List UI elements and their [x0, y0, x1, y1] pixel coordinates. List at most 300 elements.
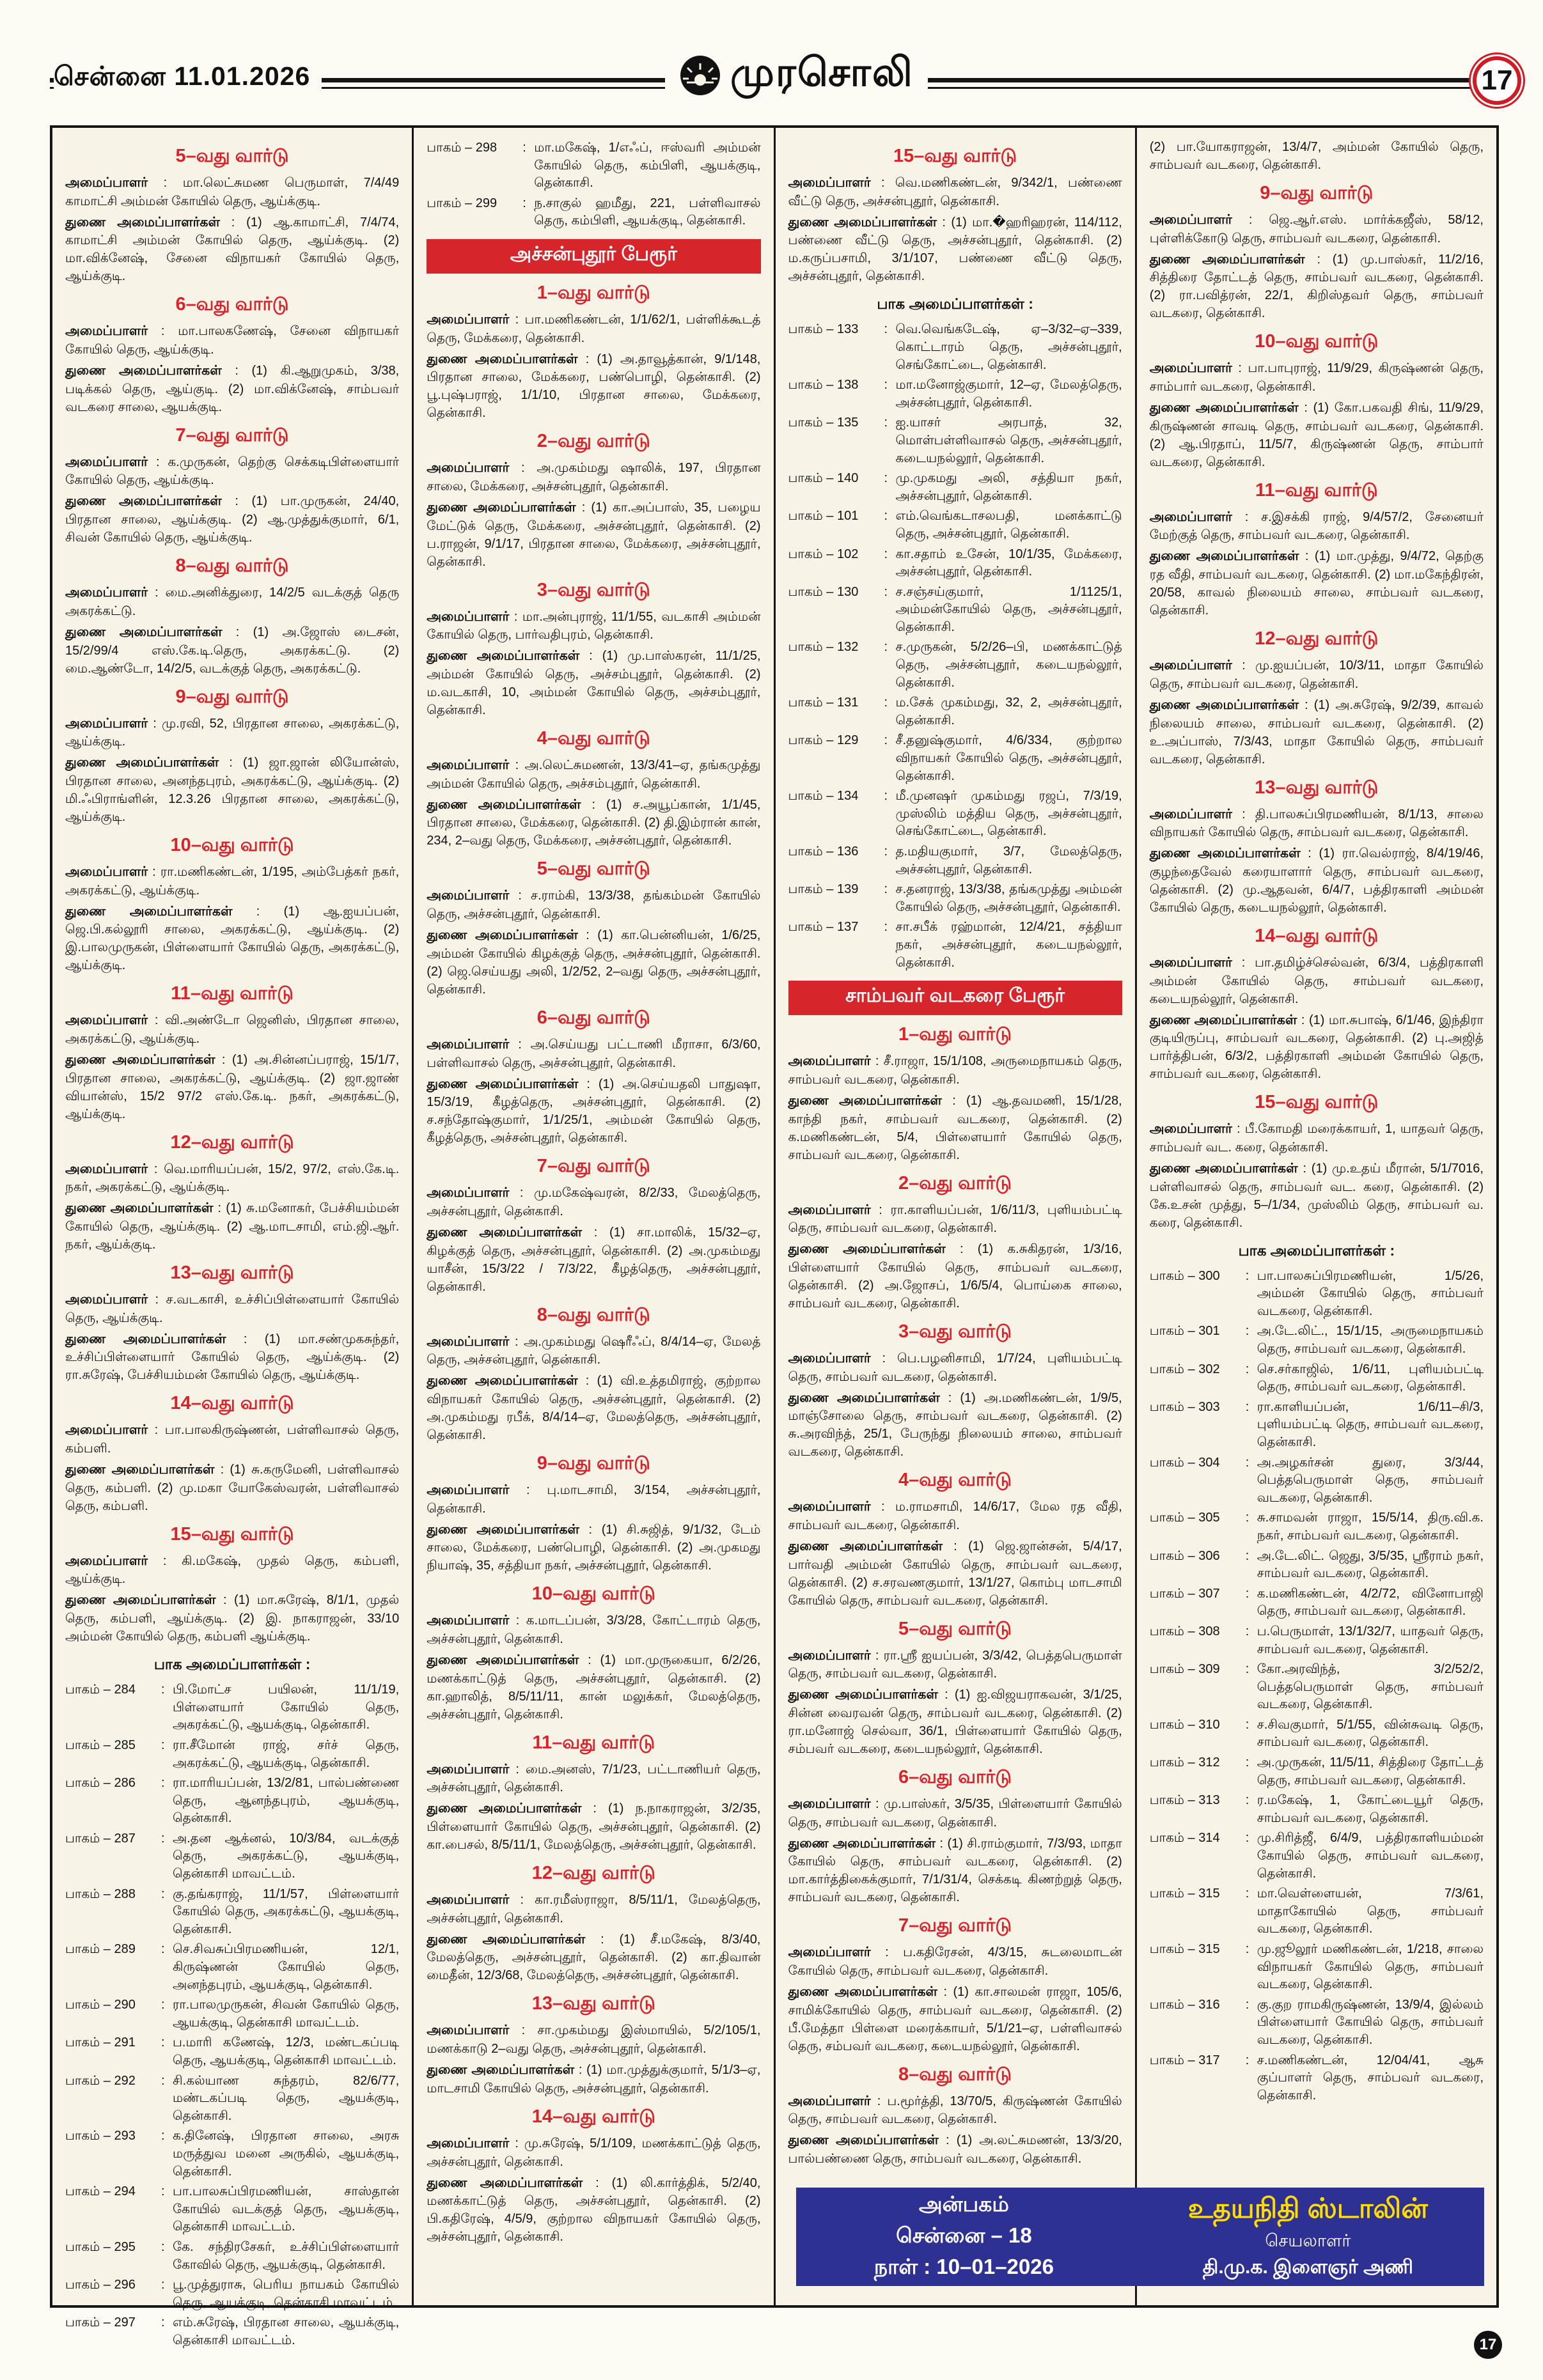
ward-section	[427, 431, 760, 570]
organizer-paragraph: அமைப்பாளர் : ப.கதிரேசன், 4/3/15, சுடலைமாடன் கோயில் தெரு, சாம்பவர் வடகரை, தென்காசி.	[788, 1945, 1122, 1979]
part-text: மீ.முனஷர் முகம்மது ரஜப், 7/3/19, முஸ்லிம் மத்திய தெரு, அச்சன்புதூர், செங்கோட்டை, தென்காசி.	[895, 789, 1122, 839]
part-number: பாகம் – 102	[788, 547, 859, 561]
ward-heading: 6–வது வார்டு	[175, 294, 289, 315]
part-organizers-heading: பாக அமைப்பாளர்கள் :	[1238, 1241, 1395, 1259]
part-text: மு.சிரித்ஜீ, 6/4/9, பத்திரகாளியம்மன் கோயில் தெரு, சாம்பவர் வடகரை, தென்காசி.	[1257, 1831, 1484, 1881]
part-colon: :	[1245, 1324, 1249, 1339]
organizer-paragraph-label: அமைப்பாளர்	[1149, 658, 1232, 673]
part-number: பாகம் – 137	[788, 920, 859, 935]
part-text: அ.முருகன், 11/5/11, சித்திரை தோட்டத் தெரு, சாம்பவர் வடகரை, தென்காசி.	[1257, 1755, 1484, 1787]
part-colon: :	[884, 584, 888, 599]
ward-heading: 2–வது வார்டு	[898, 1172, 1012, 1194]
part-colon: :	[884, 509, 888, 524]
deputy-organizers-paragraph: துணை அமைப்பாளர்கள் : (1) ஆ.காமாட்சி, 7/4/74, காமாட்சி அம்மன் கோயில் தெரு, ஆய்க்குடி. (2) மா.விக்னேஷ், சேனை விநாயகர் கோயில் தெரு, ஆய்க்குடி.	[65, 214, 400, 284]
deputy-organizers-paragraph: துணை அமைப்பாளர்கள் : (1) மா.முத்து, 9/4/72, தெற்கு ரத வீதி, சாம்பவர் வடகரை, தென்காசி. (2) மா.மகேந்திரன், 20/58, காவல் நிலையம் சாலை, சாம்பவர் வடகரை, தென்காசி.	[1149, 548, 1484, 618]
column-2	[414, 128, 775, 2305]
deputy-organizers-paragraph: துணை அமைப்பாளர்கள் : (1) சி.சுஜித், 9/1/32, டேம் சாலை, மேக்கரை, பண்பொழி, தென்காசி. (2) அ.முகமது நியாஷ், 35, சத்தியா நகர், அச்சன்புதூர், தென்காசி.	[427, 1521, 761, 1573]
part-organizer-row	[1150, 1509, 1484, 1544]
ward-heading: 1–வது வார்டு	[537, 282, 650, 303]
part-number: பாகம் – 307	[1149, 1586, 1220, 1601]
region-band: சாம்பவர் வடகரை பேரூர்	[788, 981, 1122, 1015]
organizer-paragraph: அமைப்பாளர் : மா.அன்புராஜ், 11/1/55, வடகாசி அம்மன் கோயில் தெரு, பார்வதிபுரம், தென்காசி.	[427, 609, 761, 642]
part-text: ரா.காளியப்பன், 1/6/11–சி/3, புளியம்பட்டி தெரு, சாம்பவர் வடகரை, தென்காசி.	[1257, 1399, 1484, 1449]
ward-heading: 6–வது வார்டு	[898, 1767, 1012, 1788]
organizer-paragraph-label: அமைப்பாளர்	[788, 1796, 871, 1812]
deputy-organizers-paragraph-label: துணை அமைப்பாளர்கள்	[788, 1390, 940, 1405]
ward-section	[65, 556, 399, 677]
deputy-organizers-paragraph-label: துணை அமைப்பாளர்கள்	[65, 1201, 214, 1216]
part-organizer-row	[65, 2276, 399, 2312]
part-organizer-row	[427, 195, 760, 230]
part-text: வெ.வெங்கடேஷ், ஏ–3/32–ஏ–339, கொட்டாரம் தெரு, அச்சன்புதூர், செங்கோட்டை, தென்காசி.	[895, 322, 1122, 372]
organizer-paragraph: அமைப்பாளர் : ம.ராமசாமி, 14/6/17, மேல ரத வீதி, சாம்பவர் வடகரை, தென்காசி.	[788, 1499, 1122, 1532]
ward-heading: 12–வது வார்டு	[170, 1132, 294, 1153]
part-colon: :	[1245, 1942, 1249, 1956]
part-colon: :	[161, 2073, 165, 2088]
deputy-organizers-paragraph: துணை அமைப்பாளர்கள் : (1) பா.முருகன், 24/40, பிரதான சாலை, ஆய்க்குடி. (2) ஆ.முத்துக்குமார், 6/1, சிவன் கோயில் தெரு, ஆய்க்குடி.	[65, 494, 400, 545]
column-1	[52, 128, 414, 2347]
part-organizer-row	[788, 639, 1122, 692]
part-organizer-row	[65, 1996, 399, 2032]
organizer-paragraph: அமைப்பாளர் : அ.லெட்சுமணன், 13/3/41–ஏ, தங்கமுத்து அம்மன் கோயில் தெரு, அச்சம்புதூர், தென்காசி.	[427, 758, 761, 791]
part-organizer-row	[65, 1775, 399, 1828]
part-number: பாகம் – 299	[427, 196, 497, 210]
part-colon: :	[1245, 1455, 1249, 1470]
organizer-paragraph: அமைப்பாளர் : கா.ரமீஸ்ராஜா, 8/5/11/1, மேலத்தெரு, அச்சன்புதூர், தென்காசி.	[427, 1892, 761, 1925]
deputy-organizers-paragraph-label: துணை அமைப்பாளர்கள்	[1149, 400, 1299, 416]
part-text: மா.வெள்ளையன், 7/3/61, மாதாகோயில் தெரு, சாம்பவர் வடகரை, தென்காசி.	[1257, 1886, 1484, 1936]
organizer-paragraph-label: அமைப்பாளர்	[65, 1292, 148, 1307]
part-number: பாகம் – 308	[1149, 1624, 1220, 1638]
ward-section	[427, 1993, 760, 2097]
region-band: அச்சன்புதூர் பேரூர்	[427, 239, 760, 274]
part-number: பாகம் – 285	[65, 1738, 136, 1752]
part-number: பாகம் – 314	[1149, 1831, 1220, 1846]
deputy-organizers-paragraph: துணை அமைப்பாளர்கள் : (1) கி.ஆறுமுகம், 3/38, படிக்கல் தெரு, ஆய்குடி. (2) மா.விக்னேஷ், சாம்பவர் வடகரை சாலை, ஆயக்குடி.	[65, 363, 400, 414]
deputy-organizers-paragraph: துணை அமைப்பாளர்கள் : (1) மு.உதய் மீரான், 5/1/7016, பள்ளிவாசல் தெரு, சாம்பவர் வட. கரை, தென்காசி. (2) கே.உசன் முத்து, 5–/1/34, முஸ்லிம் தெரு, சாம்பவர் வ. கரை, தென்காசி.	[1149, 1160, 1484, 1230]
bottom-page-number-badge: 17	[1474, 2331, 1502, 2359]
part-text: ரா.மாரியப்பன், 13/2/81, பால்பண்ணை தெரு, ஆனந்தபுரம், ஆயக்குடி, தென்காசி.	[173, 1776, 400, 1826]
ward-heading: 10–வது வார்டு	[170, 834, 294, 855]
ward-section	[427, 1732, 760, 1854]
deputy-organizers-paragraph: துணை அமைப்பாளர்கள் : (1) மா.�ஹரிஹரன், 114/112, பண்ணை வீட்டு தெரு, அச்சன்புதூர், தென்காசி. (2) ம.கருப்பசாமி, 3/1/107, பண்ணை வீட்டு தெரு, அச்சன்புதூர், தென்காசி.	[788, 214, 1122, 284]
part-organizer-row	[788, 694, 1122, 729]
deputy-organizers-paragraph: துணை அமைப்பாளர்கள் : (1) மு.பாஸ்கரன், 11/1/25, அம்மன் கோயில் தெரு, அச்சம்புதூர், தென்காசி. (2) ம.வடகாசி, 10, அம்மன் கோயில் தெரு, அச்சம்புதூர், தென்காசி.	[427, 648, 761, 718]
part-colon: :	[161, 2278, 165, 2292]
ward-heading: 7–வது வார்டு	[898, 1915, 1012, 1936]
ward-heading: 3–வது வார்டு	[537, 579, 650, 600]
part-text: பா.பாலசுப்பிரமணியன், சாஸ்தான் கோயில் வடக்குத் தெரு, ஆயக்குடி, தென்காசி மாவட்டம்.	[173, 2184, 400, 2234]
organizer-paragraph: அமைப்பாளர் : மா.பாலகணேஷ், சேனை விநாயகர் கோயில் தெரு, ஆய்க்குடி.	[65, 323, 400, 357]
deputy-organizers-paragraph: துணை அமைப்பாளர்கள் : (1) சி.ராம்குமார், 7/3/93, மாதா கோயில் தெரு, சாம்பவர் வடகரை, தென்காசி. (2) மா.கார்த்திகைக்குமார், 7/1/31/4, செக்கடி கிணற்றுத் தெரு, சாம்பவர் வடகரை, தென்காசி.	[788, 1835, 1122, 1905]
organizer-paragraph: அமைப்பாளர் : அ.செய்யது பட்டாணி மீராசா, 6/3/60, பள்ளிவாசல் தெரு, அச்சன்புதூர், தென்காசி.	[427, 1036, 761, 1070]
organizer-paragraph: அமைப்பாளர் : கி.மகேஷ், முதல் தெரு, கம்பளி, ஆய்க்குடி.	[65, 1553, 400, 1587]
part-number: பாகம் – 300	[1149, 1268, 1220, 1283]
part-colon: :	[1245, 1793, 1249, 1808]
part-organizer-row	[65, 1681, 399, 1734]
ward-heading: 7–வது வார்டு	[175, 424, 289, 446]
part-text: ப.பெருமாள், 13/1/32/7, யாதவர் தெரு, சாம்பவர் வடகரை, தென்காசி.	[1257, 1624, 1484, 1656]
ward-section	[65, 1393, 399, 1514]
part-text: க.மணிகண்டன், 4/2/72, வினோபாஜி தெரு, சாம்பவர் வடகரை, தென்காசி.	[1257, 1586, 1484, 1619]
part-number: பாகம் – 129	[788, 733, 859, 748]
ward-heading: 13–வது வார்டு	[170, 1263, 294, 1283]
ward-heading: 5–வது வார்டு	[537, 859, 650, 880]
ward-heading: 7–வது வார்டு	[537, 1156, 650, 1177]
part-colon: :	[161, 1776, 165, 1791]
ward-section	[65, 425, 399, 547]
organizer-paragraph: அமைப்பாளர் : மா.லெட்சுமண பெருமாள், 7/4/49 காமாட்சி அம்மன் கோயில் தெரு, ஆய்க்குடி.	[65, 175, 400, 208]
part-number: பாகம் – 315	[1149, 1942, 1220, 1956]
part-number: பாகம் – 296	[65, 2278, 136, 2292]
part-colon: :	[1245, 1755, 1249, 1770]
part-organizer-row	[65, 2314, 399, 2349]
part-colon: :	[522, 196, 526, 210]
ward-heading: 13–வது வார்டு	[1255, 777, 1379, 798]
organizer-paragraph-label: அமைப்பாளர்	[1149, 361, 1232, 376]
part-colon: :	[1245, 1399, 1249, 1414]
masthead-title: முரசொலி	[730, 51, 914, 95]
part-organizer-row	[1150, 1754, 1484, 1789]
organizer-paragraph-label: அமைப்பாளர்	[1149, 954, 1232, 970]
deputy-organizers-paragraph-label: துணை அமைப்பாளர்கள்	[427, 500, 576, 515]
part-organizer-row	[1150, 1623, 1484, 1658]
organizer-paragraph: அமைப்பாளர் : மு.மகேஷ்வரன், 8/2/33, மேலத்தெரு, அச்சன்புதூர், தென்காசி.	[427, 1185, 761, 1218]
deputy-organizers-paragraph-label: துணை அமைப்பாளர்கள்	[427, 2062, 575, 2078]
organizer-paragraph-label: அமைப்பாளர்	[65, 1553, 148, 1568]
part-number: பாகம் – 297	[65, 2315, 136, 2330]
part-number: பாகம் – 287	[65, 1831, 136, 1846]
part-organizers-heading: பாக அமைப்பாளர்கள் :	[153, 1656, 311, 1673]
murasoli-rising-sun-logo-icon	[679, 54, 721, 97]
organizer-paragraph-label: அமைப்பாளர்	[65, 715, 148, 731]
deputy-organizers-paragraph-label: துணை அமைப்பாளர்கள்	[65, 1331, 226, 1346]
organizer-paragraph-label: அமைப்பாளர்	[65, 323, 148, 339]
ward-heading: 6–வது வார்டு	[537, 1007, 650, 1028]
part-number: பாகம் – 298	[427, 141, 497, 155]
part-text: ச.முருகன், 5/2/26–பி, மணக்காட்டுத் தெரு, அச்சன்புதூர், கடையநல்லூர், தென்காசி.	[895, 640, 1122, 690]
column-3	[776, 128, 1137, 2305]
part-number: பாகம் – 133	[788, 322, 859, 337]
deputy-organizers-paragraph-label: துணை அமைப்பாளர்கள்	[65, 1462, 215, 1477]
organizer-paragraph-label: அமைப்பாளர்	[788, 1945, 871, 1960]
part-organizer-row	[1150, 1548, 1484, 1583]
deputy-organizers-paragraph: துணை அமைப்பாளர்கள் : (1) ஐ.விஜயராகவன், 3/1/25, சின்ன வைரவன் தெரு, சாம்பவர் வடகரை, தென்காசி. (2) ரா.மனோஜ் செல்வா, 36/1, பிள்ளையார் கோயில் தெரு, சம்பவர் வடகரை, கடையநல்லூர், தென்காசி.	[788, 1687, 1122, 1757]
part-text: ச.தனராஜ், 13/3/38, தங்கமுத்து அம்மன் கோயில் தெரு, அச்சன்புதூர், தென்காசி.	[895, 882, 1122, 914]
part-organizer-row	[65, 2239, 399, 2274]
part-number: பாகம் – 292	[65, 2073, 136, 2088]
part-number: பாகம் – 290	[65, 1998, 136, 2012]
ward-heading: 9–வது வார்டு	[175, 686, 289, 707]
ward-heading: 12–வது வார்டு	[531, 1863, 656, 1884]
part-organizer-row	[788, 414, 1122, 467]
deputy-organizers-paragraph-label: துணை அமைப்பாளர்கள்	[1149, 697, 1299, 712]
organizer-paragraph-label: அமைப்பாளர்	[788, 1054, 871, 1069]
ward-section	[1150, 183, 1484, 322]
part-text: மா.மனோஜ்குமார், 12–ஏ, மேலத்தெரு, அச்சன்புதூர், தென்காசி.	[895, 378, 1122, 410]
part-organizer-row	[65, 2073, 399, 2126]
deputy-organizers-paragraph-label: துணை அமைப்பாளர்கள்	[788, 1687, 938, 1702]
organizer-paragraph-label: அமைப்பாளர்	[427, 758, 510, 773]
part-organizer-row	[1150, 1454, 1484, 1507]
deputy-organizers-paragraph-label: துணை அமைப்பாளர்கள்	[788, 214, 937, 229]
part-text: மு.ஜூலூர் மணிகண்டன், 1/218, சாலை விநாயகர் கோயில் தெரு, சாம்பவர் வடகரை, தென்காசி.	[1257, 1942, 1484, 1992]
part-text: எம்.சுரேஷ், பிரதான சாலை, ஆயக்குடி, தென்காசி மாவட்டம்.	[173, 2315, 400, 2347]
part-number: பாகம் – 101	[788, 509, 859, 524]
deputy-organizers-paragraph: துணை அமைப்பாளர்கள் : (1) கா.அப்பாஸ், 35, பழைய மேட்டுக் தெரு, மேக்கரை, அச்சன்புதூர், தென்காசி. (2) ப.ராஜன், 9/1/17, பிரதான சாலை, மேக்கரை, அச்சன்புதூர், தென்காசி.	[427, 500, 761, 569]
part-number: பாகம் – 134	[788, 789, 859, 804]
part-organizer-row	[427, 139, 760, 192]
part-colon: :	[161, 1998, 165, 2012]
organizer-paragraph-label: அமைப்பாளர்	[1149, 212, 1232, 227]
part-organizer-row	[1150, 1716, 1484, 1752]
deputy-organizers-paragraph-label: துணை அமைப்பாளர்கள்	[1149, 548, 1299, 564]
part-colon: :	[161, 2184, 165, 2199]
deputy-organizers-paragraph-label: துணை அமைப்பாளர்கள்	[65, 755, 219, 770]
part-text: பூ.முத்துராசு, பெரிய நாயகம் கோயில் தெரு, ஆயக்குடி, தென்காசி மாவட்டம்.	[173, 2278, 400, 2310]
part-text: அ.தன ஆக்னல், 10/3/84, வடக்குத் தெரு, அகரக்கட்டு, ஆயக்குடி, தென்காசி மாவட்டம்.	[173, 1831, 400, 1881]
continued-paragraph: (2) பா.யோகராஜன், 13/4/7, அம்மன் கோயில் தெரு, சாம்பவர் வடகரை, தென்காசி.	[1149, 140, 1484, 172]
part-number: பாகம் – 306	[1149, 1548, 1220, 1563]
organizer-paragraph: அமைப்பாளர் : ப.மூர்த்தி, 13/70/5, கிருஷ்ணன் கோயில் தெரு, சாம்பவர் வடகரை, தென்காசி.	[788, 2093, 1122, 2127]
organizer-paragraph: அமைப்பாளர் : சா.முகம்மது இஸ்மாயில், 5/2/105/1, மணக்காடு 2–வது தெரு, அச்சன்புதூர், தென்காசி.	[427, 2023, 761, 2057]
part-number: பாகம் – 304	[1149, 1455, 1220, 1470]
organizer-paragraph-label: அமைப்பாளர்	[65, 1013, 148, 1028]
organizer-paragraph: அமைப்பாளர் : பா.மணிகண்டன், 1/1/62/1, பள்ளிக்கூடத் தெரு, மேக்கரை, தென்காசி.	[427, 311, 761, 345]
part-colon: :	[884, 322, 888, 337]
organizer-paragraph-label: அமைப்பாளர்	[1149, 509, 1232, 524]
anbagam-line: அன்பகம்	[918, 2191, 1009, 2216]
ward-heading: 8–வது வார்டு	[175, 556, 289, 577]
deputy-organizers-paragraph-label: துணை அமைப்பாளர்கள்	[1149, 1012, 1297, 1027]
part-text: ச.சஞ்சய்குமார், 1/1125/1, அம்மன்கோயில் தெரு, அச்சன்புதூர், தென்காசி.	[895, 584, 1122, 634]
part-number: பாகம் – 316	[1149, 1997, 1220, 2012]
deputy-organizers-paragraph: துணை அமைப்பாளர்கள் : (1) அ.சின்னப்பராஜ், 15/1/7, பிரதான சாலை, அகரக்கட்டு, ஆய்க்குடி. (2) ஜா.ஜாண் வியான்ஸ், 15/2 97/2 எஸ்.கே.டி. நகர், அகரக்கட்டு, ஆய்க்குடி.	[65, 1052, 400, 1121]
part-number: பாகம் – 295	[65, 2239, 136, 2254]
part-text: ச.சிவகுமார், 5/1/55, வின்சுவடி தெரு, சாம்பவர் வடகரை, தென்காசி.	[1257, 1717, 1484, 1750]
part-number: பாகம் – 310	[1149, 1717, 1220, 1732]
deputy-organizers-paragraph-label: துணை அமைப்பாளர்கள்	[65, 1052, 215, 1067]
part-colon: :	[161, 1683, 165, 1697]
part-organizer-row	[1150, 1399, 1484, 1452]
deputy-organizers-paragraph: துணை அமைப்பாளர்கள் : (1) மா.சுபாஷ், 6/1/46, இந்திரா குடியிருப்பு, சாம்பவர் வடகரை, தென்காசி. (2) பு.அஜித் பார்த்திபன், 6/3/2, பத்திரகாளி அம்மன் கோயில் தெரு, சாம்பவர் வடகரை, தென்காசி.	[1149, 1012, 1484, 1082]
part-colon: :	[161, 1738, 165, 1752]
organizer-paragraph-label: அமைப்பாளர்	[427, 1036, 510, 1052]
part-colon: :	[161, 2129, 165, 2143]
organizer-paragraph: அமைப்பாளர் : ரா.காளியப்பன், 1/6/11/3, புளியம்பட்டி தெரு, சாம்பவர் வடகரை, தென்காசி.	[788, 1202, 1122, 1236]
ward-section	[1150, 777, 1484, 917]
ward-section	[788, 2064, 1122, 2168]
part-number: பாகம் – 131	[788, 696, 859, 710]
ward-section	[788, 1024, 1122, 1163]
leader-org: தி.மு.க. இளைஞர் அணி	[1202, 2256, 1414, 2278]
organizer-paragraph: அமைப்பாளர் : ஜெ.ஆர்.எஸ். மார்க்கஜீஸ், 58/12, புள்ளிக்கோடு தெரு, சாம்பவர் வடகரை, தென்காசி.	[1149, 212, 1484, 245]
column-4	[1137, 128, 1496, 2305]
organizer-paragraph: அமைப்பாளர் : மு.ரவி, 52, பிரதான சாலை, அகரக்கட்டு, ஆய்க்குடி.	[65, 715, 400, 749]
deputy-organizers-paragraph-label: துணை அமைப்பாளர்கள்	[65, 214, 220, 229]
ward-heading: 4–வது வார்டு	[898, 1470, 1012, 1491]
deputy-organizers-paragraph-label: துணை அமைப்பாளர்கள்	[788, 1538, 943, 1553]
deputy-organizers-paragraph-label: துணை அமைப்பாளர்கள்	[1149, 1160, 1298, 1176]
ward-section	[427, 580, 760, 719]
ward-section	[427, 859, 760, 998]
organizer-paragraph-label: அமைப்பாளர்	[65, 585, 148, 600]
deputy-organizers-paragraph: துணை அமைப்பாளர்கள் : (1) சு.மனோகர், பேச்சியம்மன் கோயில் தெரு, ஆய்க்குடி. (2) ஆ.மாடசாமி, எம்.ஜி.ஆர். நகர், ஆய்க்குடி.	[65, 1201, 400, 1252]
deputy-organizers-paragraph-label: துணை அமைப்பாளர்கள்	[427, 1373, 578, 1388]
part-organizer-row	[788, 919, 1122, 972]
ward-heading: 2–வது வார்டு	[537, 431, 650, 452]
part-colon: :	[1245, 1268, 1249, 1283]
part-organizer-row	[788, 584, 1122, 637]
ward-section	[788, 1767, 1122, 1906]
part-text: மு.முகமது அலி, சத்தியா நகர், அச்சன்புதூர், தென்காசி.	[895, 471, 1122, 503]
city-date: சென்னை 11.01.2026	[54, 61, 322, 95]
part-number: பாகம் – 284	[65, 1683, 136, 1697]
deputy-organizers-paragraph-label: துணை அமைப்பாளர்கள்	[65, 494, 222, 509]
part-number: பாகம் – 291	[65, 2035, 136, 2050]
part-organizer-row	[65, 2127, 399, 2181]
deputy-organizers-paragraph-label: துணை அமைப்பாளர்கள்	[427, 1653, 579, 1668]
deputy-organizers-paragraph: துணை அமைப்பாளர்கள் : (1) மா.சுரேஷ், 8/1/1, முதல் தெரு, கம்பளி, ஆய்க்குடி. (2) இ. நாகராஜன், 33/10 அம்மன் கோயில் தெரு, கம்பளி ஆய்க்குடி.	[65, 1592, 400, 1644]
part-colon: :	[1245, 1831, 1249, 1846]
organizer-paragraph: அமைப்பாளர் : மை.அனஸ், 7/1/23, பட்டாணியர் தெரு, அச்சன்புதூர், தென்காசி.	[427, 1761, 761, 1795]
deputy-organizers-paragraph-label: துணை அமைப்பாளர்கள்	[427, 1521, 579, 1537]
part-text: த.மதியகுமார், 3/7, மேலத்தெரு, அச்சன்புதூர், தென்காசி.	[895, 844, 1122, 876]
ward-heading: 3–வது வார்டு	[898, 1321, 1012, 1342]
organizer-paragraph: அமைப்பாளர் : அ.முகம்மது ஷெரீஃப், 8/4/14–ஏ, மேலத் தெரு, அச்சன்புதூர், தென்காசி.	[427, 1334, 761, 1367]
part-organizer-row	[788, 470, 1122, 505]
part-organizer-row	[788, 881, 1122, 916]
ward-section	[788, 1470, 1122, 1609]
chennai-line: சென்னை – 18	[896, 2223, 1032, 2247]
ward-section	[427, 728, 760, 850]
ward-section	[788, 1321, 1122, 1461]
part-text: கோ.அரவிந்த், 3/2/52/2, பெத்தபெருமாள் தெரு, சாம்பவர் வடகரை, தென்காசி.	[1257, 1662, 1484, 1712]
part-number: பாகம் – 305	[1149, 1511, 1220, 1525]
ward-heading: 8–வது வார்டு	[898, 2064, 1012, 2085]
deputy-organizers-paragraph: துணை அமைப்பாளர்கள் : (1) ரா.வெல்ராஜ், 8/4/19/46, குழந்தைவேல் கரையாளார் தெரு, சாம்பவர் வடகரை, தென்காசி. (2) மு.ஆதவன், 6/4/7, பத்திரகாளி அம்மன் கோயில் தெரு, கடையநல்லூர், தென்காசி.	[1149, 846, 1484, 915]
part-colon: :	[884, 416, 888, 430]
organizer-paragraph: அமைப்பாளர் : மு.ஐயப்பன், 10/3/11, மாதா கோயில் தெரு, சாம்பவர் வடகரை, தென்காசி.	[1149, 658, 1484, 691]
part-organizer-row	[65, 1737, 399, 1772]
ward-section	[427, 1583, 760, 1723]
ward-heading: 14–வது வார்டு	[1255, 925, 1379, 946]
part-number: பாகம் – 315	[1149, 1886, 1220, 1901]
part-text: பி.மோட்ச பயிலன், 11/1/19, பிள்ளையார் கோயில் தெரு, அகரக்கட்டு, ஆயக்குடி, தென்காசி.	[173, 1683, 400, 1732]
ward-heading: 5–வது வார்டு	[175, 146, 289, 166]
deputy-organizers-paragraph: துணை அமைப்பாளர்கள் : (1) ந.நாகராஜன், 3/2/35, பிள்ளையார் கோயில் தெரு, அச்சன்புதூர், தென்காசி. (2) கா.பைசல், 8/5/11/1, மேலத்தெரு, அச்சன்புதூர், தென்காசி.	[427, 1801, 761, 1853]
organizer-paragraph: அமைப்பாளர் : க.முருகன், தெற்கு செக்கடிபிள்ளையார் கோயில் தெரு, ஆய்க்குடி.	[65, 454, 400, 488]
ward-heading: 10–வது வார்டு	[1255, 331, 1379, 352]
deputy-organizers-paragraph-label: துணை அமைப்பாளர்கள்	[427, 1801, 582, 1816]
part-colon: :	[161, 2239, 165, 2254]
part-organizer-row	[1150, 2052, 1484, 2105]
ward-heading: 11–வது வார்டு	[532, 1732, 655, 1753]
part-colon: :	[161, 1886, 165, 1901]
organizer-paragraph-label: அமைப்பாளர்	[788, 1202, 871, 1217]
deputy-organizers-paragraph: துணை அமைப்பாளர்கள் : (1) சா.மாலிக், 15/32–ஏ, கிழக்குத் தெரு, அச்சன்புதூர், தென்காசி. (2) அ.முகம்மது யாசீன், 15/3/22 / 7/3/22, கீழத்தெரு, அச்சன்புதூர், தென்காசி.	[427, 1224, 761, 1294]
part-text: ரா.பாலமுருகன், சிவன் கோயில் தெரு, ஆயக்குடி, தென்காசி மாவட்டம்.	[173, 1998, 400, 2030]
part-colon: :	[161, 2035, 165, 2050]
ward-section	[65, 294, 399, 416]
ward-section	[427, 2106, 760, 2246]
part-text: ச.மணிகண்டன், 12/04/41, ஆசு குப்பாளர் தெரு, சாம்பவர் வடகரை, தென்காசி.	[1257, 2053, 1484, 2103]
part-organizer-row	[65, 1941, 399, 1994]
part-text: சீ.தனுஷ்குமார், 4/6/334, குற்றால விநாயகர் கோயில் தெரு, அச்சன்புதூர், தென்காசி.	[895, 733, 1122, 783]
ward-heading: 15–வது வார்டு	[893, 146, 1017, 166]
part-number: பாகம் – 309	[1149, 1662, 1220, 1677]
organizer-paragraph: அமைப்பாளர் : ரா.மணிகண்டன், 1/195, அம்பேத்கர் நகர், அகரக்கட்டு, ஆய்க்குடி.	[65, 864, 400, 898]
organizer-paragraph: அமைப்பாளர் : பா.தமிழ்ச்செல்வன், 6/3/4, பத்திரகாளி அம்மன் கோயில் தெரு, சாம்பவர் வடகரை, கடையநல்லூர், தென்காசி.	[1149, 954, 1484, 1006]
ward-section	[1150, 926, 1484, 1083]
organizer-paragraph: அமைப்பாளர் : அ.முகம்மது ஷாலிக், 197, பிரதான சாலை, மேக்கரை, அச்சன்புதூர், தென்காசி.	[427, 460, 761, 494]
deputy-organizers-paragraph-label: துணை அமைப்பாளர்கள்	[788, 1093, 942, 1108]
ward-heading: 14–வது வார்டு	[531, 2106, 656, 2127]
part-colon: :	[1245, 1886, 1249, 1901]
ward-heading: 10–வது வார்டு	[531, 1583, 656, 1605]
part-organizer-row	[788, 377, 1122, 412]
part-colon: :	[884, 789, 888, 804]
deputy-organizers-paragraph: துணை அமைப்பாளர்கள் : (1) லி.கார்த்திக், 5/2/40, மணக்காட்டுத் தெரு, அச்சன்புதூர், தென்காசி. (2) பி.கதிரேஷ், 4/5/9, குற்றால விநாயகர் கோயில் தெரு, அச்சன்புதூர், தென்காசி.	[427, 2175, 761, 2244]
part-colon: :	[884, 844, 888, 859]
organizer-paragraph: அமைப்பாளர் : பெ.பழனிசாமி, 1/7/24, புளியம்பட்டி தெரு, சாம்பவர் வடகரை, தென்காசி.	[788, 1350, 1122, 1384]
organizer-paragraph-label: அமைப்பாளர்	[65, 175, 148, 190]
organizer-paragraph: அமைப்பாளர் : பீ.கோமதி மரைக்காயர், 1, யாதவர் தெரு, சாம்பவர் வட. கரை, தென்காசி.	[1149, 1121, 1484, 1155]
part-colon: :	[884, 733, 888, 748]
part-text: மா.மகேஷ், 1/எஃப், ஈஸ்வரி அம்மன் கோயில் தெரு, கம்பிளி, ஆயக்குடி, தென்காசி.	[534, 141, 761, 191]
deputy-organizers-paragraph: துணை அமைப்பாளர்கள் : (1) அ.லட்சுமணன், 13/3/20, பால்பண்ணை தெரு, சாம்பவர் வடகரை, தென்காசி.	[788, 2133, 1122, 2166]
part-number: பாகம் – 312	[1149, 1755, 1220, 1770]
announcement-box	[796, 2188, 1484, 2286]
deputy-organizers-paragraph: துணை அமைப்பாளர்கள் : (1) மா.முருகையா, 6/2/26, மணக்காட்டுத் தெரு, அச்சன்புதூர், தென்காசி. (2) கா.ஹாலித், 8/5/11/11, கான் மலுக்கர், மேலத்தெரு, அச்சன்புதூர், தென்காசி.	[427, 1653, 761, 1722]
part-organizer-row	[1150, 1996, 1484, 2049]
ward-heading: 4–வது வார்டு	[537, 728, 650, 749]
deputy-organizers-paragraph: துணை அமைப்பாளர்கள் : (1) அ.தாவூத்கான், 9/1/148, பிரதான சாலை, மேக்கரை, பண்பொழி, தென்காசி. (2) பூ.புஷ்பராஜ், 1/1/10, பிரதான சாலை, மேக்கரை, தென்காசி.	[427, 351, 761, 421]
ward-section	[65, 146, 399, 285]
ward-section	[65, 1263, 399, 1384]
deputy-organizers-paragraph-label: துணை அமைப்பாளர்கள்	[427, 1076, 579, 1091]
deputy-organizers-paragraph: துணை அமைப்பாளர்கள் : (1) வி.உத்தமிராஜ், குற்றால விநாயகர் கோயில் தெரு, அச்சன்புதூர், தென்காசி. (2) அ.முகம்மது ரபீக், 8/4/14–ஏ, மேலத்தெரு, அச்சன்புதூர், தென்காசி.	[427, 1373, 761, 1442]
organizer-paragraph: அமைப்பாளர் : ரா.ஸ்ரீ ஐயப்பன், 3/3/42, பெத்தபெருமாள் தெரு, சாம்பவர் வடகரை, தென்காசி.	[788, 1647, 1122, 1681]
organizer-paragraph-label: அமைப்பாளர்	[427, 1185, 510, 1201]
part-text: ப.மாரி கணேஷ், 12/3, மண்டகப்படி தெரு, ஆயக்குடி, தென்காசி மாவட்டம்.	[173, 2035, 400, 2067]
organizer-paragraph: அமைப்பாளர் : பு.மாடசாமி, 3/154, அச்சன்புதூர், தென்காசி.	[427, 1482, 761, 1516]
part-number: பாகம் – 138	[788, 378, 859, 393]
part-colon: :	[884, 696, 888, 710]
deputy-organizers-paragraph-label: துணை அமைப்பாளர்கள்	[427, 648, 580, 664]
part-number: பாகம் – 301	[1149, 1324, 1220, 1339]
part-organizer-row	[65, 2034, 399, 2069]
deputy-organizers-paragraph: துணை அமைப்பாளர்கள் : (1) அ.செய்யதலி பாதுஷா, 15/3/19, கீழத்தெரு, அச்சன்புதூர், தென்காசி. (2) ச.சந்தோஷ்குமார், 1/1/25/1, அம்மன் கோயில் தெரு, கீழத்தெரு, அச்சன்புதூர், தென்காசி.	[427, 1076, 761, 1146]
part-colon: :	[884, 547, 888, 561]
part-organizer-row	[1150, 1661, 1484, 1714]
part-colon: :	[522, 141, 526, 155]
deputy-organizers-paragraph-label: துணை அமைப்பாளர்கள்	[1149, 251, 1305, 267]
part-colon: :	[884, 640, 888, 655]
organizer-paragraph-label: அமைப்பாளர்	[788, 1647, 871, 1663]
part-organizer-row	[788, 546, 1122, 581]
organizer-paragraph: அமைப்பாளர் : வெ.மணிகண்டன், 9/342/1, பண்ணை வீட்டு தெரு, அச்சன்புதூர், தென்காசி.	[788, 175, 1122, 208]
organizer-paragraph-label: அமைப்பாளர்	[788, 2093, 871, 2108]
ward-section	[65, 1132, 399, 1254]
deputy-organizers-paragraph: துணை அமைப்பாளர்கள் : (1) அ.சுரேஷ், 9/2/39, காவல் நிலையம் சாலை, சாம்பவர் வடகரை, தென்காசி. (2) உ.அப்பாஸ், 7/3/43, மாதா கோயில் தெரு, சாம்பவர் வடகரை, தென்காசி.	[1149, 697, 1484, 766]
deputy-organizers-paragraph: துணை அமைப்பாளர்கள் : (1) கா.சாலமன் ராஜா, 105/6, சாமிக்கோயில் தெரு, சாம்பவர் வடகரை, தென்காசி. (2) பீ.மேத்தா பிள்ளை மரைக்காயர், 5/1/21–ஏ, பள்ளிவாசல் தெரு, சம்பவர் வடகரை, கடையநல்லூர், தென்காசி.	[788, 1984, 1122, 2053]
ward-section	[65, 687, 399, 826]
part-number: பாகம் – 313	[1149, 1793, 1220, 1808]
ward-section	[788, 1915, 1122, 2055]
part-colon: :	[161, 1831, 165, 1846]
ward-section	[427, 1453, 760, 1575]
